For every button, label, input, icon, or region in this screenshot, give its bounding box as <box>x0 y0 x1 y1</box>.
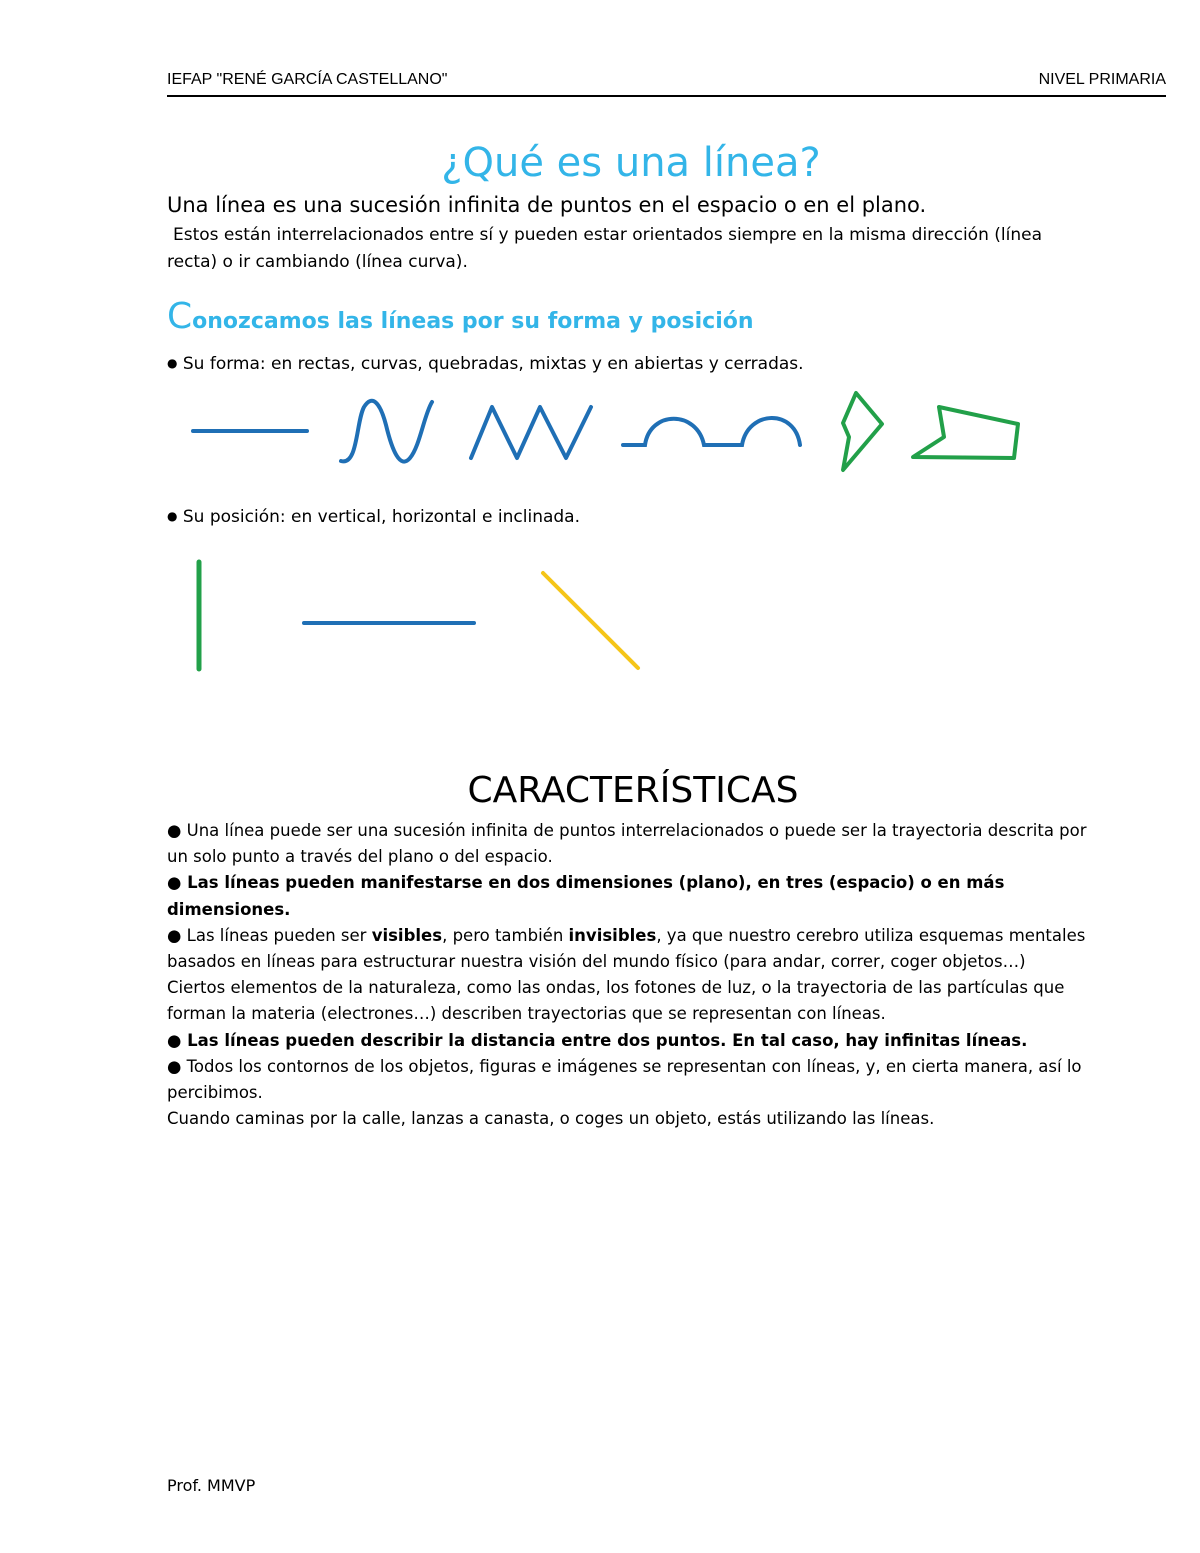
page-title: ¿Qué es una línea? <box>441 140 821 186</box>
explanation-body: Estos están interrelacionados entre sí y pueden estar orientados siempre en la misma dirección (línea recta) o ir cambiando (línea curva). <box>167 225 1042 272</box>
section-heading-rest: onozcamos las líneas por su forma y posición <box>192 309 754 334</box>
forma-bullet-dot: ● <box>167 356 178 370</box>
caracteristica-item-3 <box>167 923 1107 975</box>
caracteristicas-title: CARACTERÍSTICAS <box>467 770 799 811</box>
header-school: IEFAP "RENÉ GARCÍA CASTELLANO" <box>167 71 448 88</box>
item3-part-a: ● Las líneas pueden ser <box>167 925 372 945</box>
definition-text: Una línea es una sucesión infinita de puntos en el espacio o en el plano. <box>167 193 927 217</box>
posicion-bullet-dot: ● <box>167 509 178 523</box>
closed-polygon-sample <box>913 407 1018 458</box>
zigzag-line-sample <box>471 407 591 458</box>
item3-visibles: visibles <box>371 925 443 945</box>
posicion-text: Su posición: en vertical, horizontal e inclinada. <box>182 507 580 527</box>
footer-author: Prof. MMVP <box>167 1476 256 1495</box>
curved-line-sample <box>341 401 432 462</box>
inclined-line-sample <box>543 573 638 668</box>
caracteristica-item-3-cont: Ciertos elementos de la naturaleza, como las ondas, los fotones de luz, o la trayectoria de las partículas que forman la materia (electrones…) describen trayectorias que se representan con líneas. <box>167 978 1065 1024</box>
item3-part-c: , pero también <box>442 925 569 945</box>
caracteristicas-list <box>167 818 1107 1132</box>
header-level: NIVEL PRIMARIA <box>1038 71 1166 88</box>
caracteristica-item-5-cont: Cuando caminas por la calle, lanzas a canasta, o coges un objeto, estás utilizando las líneas. <box>167 1109 935 1129</box>
caracteristica-item-1: ● Una línea puede ser una sucesión infinita de puntos interrelacionados o puede ser la trayectoria descrita por un solo punto a través del plano o del espacio. <box>167 821 1087 867</box>
caracteristica-item-2: ● Las líneas pueden manifestarse en dos dimensiones (plano), en tres (espacio) o en más dimensiones. <box>167 873 1005 919</box>
item3-part-e: , ya que nuestro cerebro utiliza esquemas mentales basados en líneas para estructurar nuestra visión del mundo físico (para andar, correr, coger objetos…) <box>167 925 1086 972</box>
forma-text: Su forma: en rectas, curvas, quebradas, mixtas y en abiertas y cerradas. <box>182 354 804 374</box>
closed-triangle-sample <box>843 393 882 470</box>
mixed-line-sample <box>623 418 800 445</box>
caracteristica-item-5: ● Todos los contornos de los objetos, figuras e imágenes se representan con líneas, y, en cierta manera, así lo percibimos. <box>167 1056 1082 1103</box>
item3-invisibles: invisibles <box>568 925 657 945</box>
line-illustrations <box>0 0 1200 700</box>
caracteristica-item-4: ● Las líneas pueden describir la distancia entre dos puntos. En tal caso, hay infinitas líneas. <box>167 1030 1028 1050</box>
section-heading-initial: C <box>167 296 193 337</box>
posicion-bullet <box>167 507 580 527</box>
